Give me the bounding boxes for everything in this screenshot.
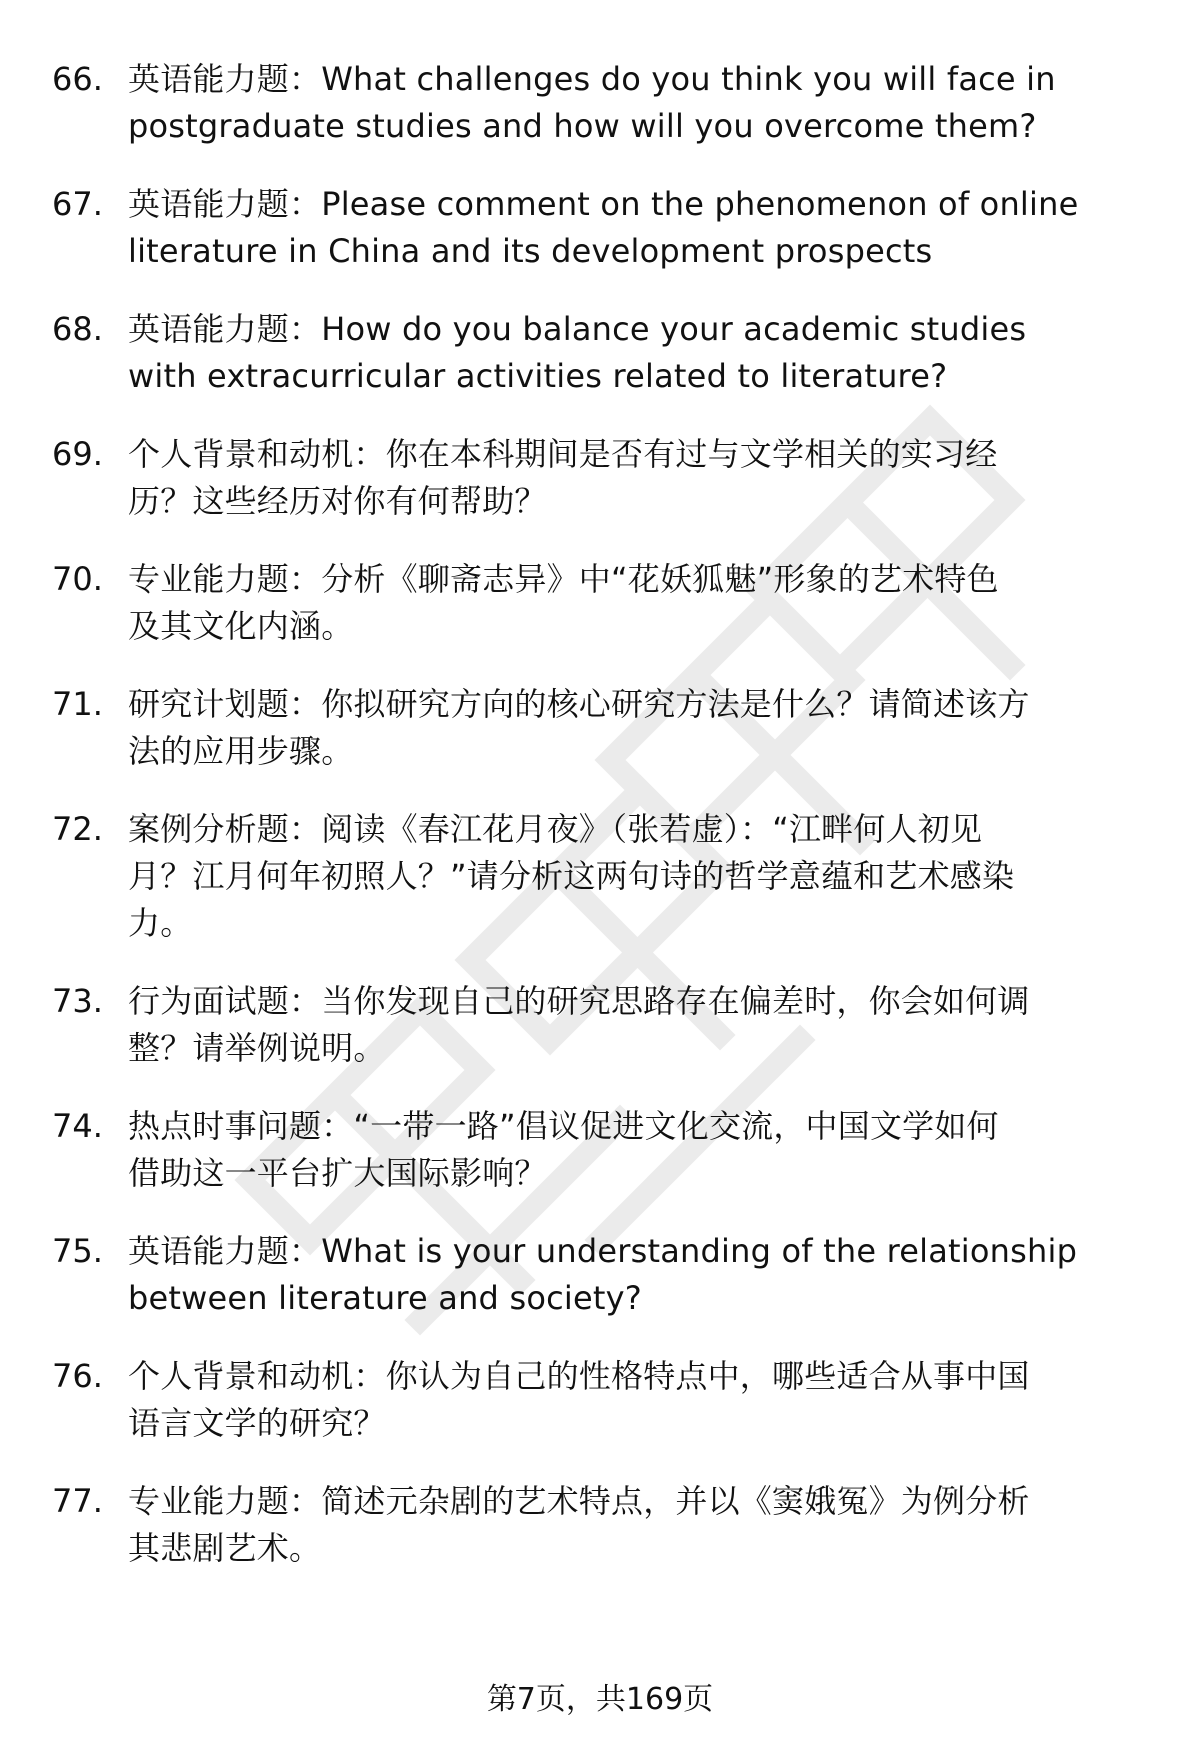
question-item: [0, 681, 1200, 775]
page-footer: [0, 1680, 1200, 1720]
question-item: [0, 431, 1200, 525]
question-text: 研究计划题：你拟研究方向的核心研究方法是什么？请简述该方 法的应用步骤。: [128, 685, 1030, 770]
question-item: [0, 1103, 1200, 1197]
question-text: 专业能力题：简述元杂剧的艺术特点，并以《窦娥冤》为例分析 其悲剧艺术。: [128, 1482, 1030, 1567]
question-text: 热点时事问题：“一带一路”倡议促进文化交流，中国文学如何 借助这一平台扩大国际影响？: [128, 1107, 999, 1192]
question-item: [0, 978, 1200, 1072]
question-text: 英语能力题：Please comment on the phenomenon of online literature in China and its development prospects: [128, 185, 1079, 270]
question-text: 专业能力题：分析《聊斋志异》中“花妖狐魅”形象的艺术特色 及其文化内涵。: [128, 560, 999, 645]
question-text: 个人背景和动机：你在本科期间是否有过与文学相关的实习经 历？这些经历对你有何帮助？: [128, 435, 998, 520]
question-number: 75.: [52, 1232, 103, 1270]
question-item: [0, 306, 1200, 400]
question-item: [0, 806, 1200, 947]
question-text: 英语能力题：What is your understanding of the relationship between literature and society?: [128, 1232, 1078, 1317]
question-number: 71.: [52, 685, 103, 723]
question-number: 76.: [52, 1357, 103, 1395]
question-item: [0, 1478, 1200, 1572]
question-number: 70.: [52, 560, 103, 598]
question-number: 74.: [52, 1107, 103, 1145]
question-number: 73.: [52, 982, 103, 1020]
question-item: [0, 181, 1200, 275]
question-number: 72.: [52, 810, 103, 848]
question-number: 69.: [52, 435, 103, 473]
question-item: [0, 556, 1200, 650]
question-list: [0, 56, 1200, 1603]
question-number: 66.: [52, 60, 103, 98]
question-number: 77.: [52, 1482, 103, 1520]
question-text: 行为面试题：当你发现自己的研究思路存在偏差时，你会如何调 整？请举例说明。: [128, 982, 1030, 1067]
question-text: 英语能力题：How do you balance your academic studies with extracurricular activities related to literature?: [128, 310, 1027, 395]
question-item: [0, 1228, 1200, 1322]
page-number-text: 第7页，共169页: [486, 1682, 714, 1717]
question-item: [0, 56, 1200, 150]
question-text: 案例分析题：阅读《春江花月夜》（张若虚）：“江畔何人初见 月？江月何年初照人？”请分析这两句诗的哲学意蕴和艺术感染 力。: [128, 810, 1015, 942]
question-text: 个人背景和动机：你认为自己的性格特点中，哪些适合从事中国 语言文学的研究？: [128, 1357, 1030, 1442]
question-item: [0, 1353, 1200, 1447]
question-number: 68.: [52, 310, 103, 348]
question-number: 67.: [52, 185, 103, 223]
question-text: 英语能力题：What challenges do you think you will face in postgraduate studies and how will you overcome them?: [128, 60, 1056, 145]
